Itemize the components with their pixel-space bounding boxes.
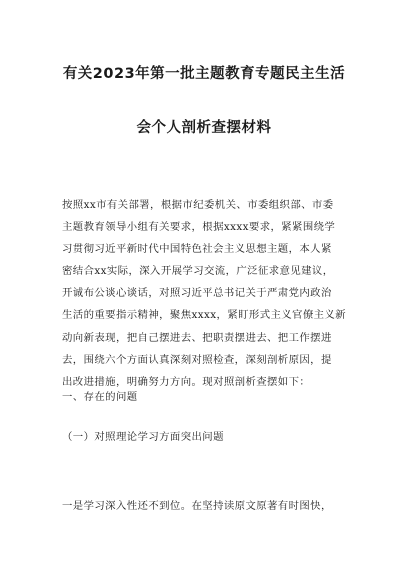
paragraph-line: 去，围绕六个方面认真深刻对照检查，深刻剖析原因，提 [62, 353, 332, 366]
paragraph-line: 生活的重要指示精神，聚焦xxxx，紧盯形式主义官僚主义新 [62, 309, 347, 322]
section-heading-issues: 一、存在的问题 [62, 391, 138, 403]
document-title-line-1: 有关2023年第一批主题教育专题民主生活 [62, 66, 346, 82]
document-title-line-2: 会个人剖析查摆材料 [136, 120, 272, 136]
intro-paragraph [62, 194, 349, 393]
paragraph-line: 动向新表现，把自己摆进去、把职责摆进去、把工作摆进 [62, 331, 332, 344]
paragraph-line: 习贯彻习近平新时代中国特色社会主义思想主题，本人紧 [62, 243, 332, 256]
paragraph-line: 开诚布公谈心谈话，对照习近平总书记关于严肃党内政治 [62, 287, 332, 300]
paragraph-line: 出改进措施，明确努力方向。现对照剖析查摆如下： [62, 375, 311, 388]
paragraph-line: 主题教育领导小组有关要求，根据xxxx要求，紧紧围绕学 [62, 221, 336, 234]
body-paragraph-point-one: 一是学习深入性还不到位。在坚持读原文原著有时图快， [62, 500, 332, 512]
subsection-heading-theory-study: （一）对照理论学习方面突出问题 [62, 431, 224, 443]
paragraph-line: 密结合xx实际，深入开展学习交流，广泛征求意见建议， [62, 265, 334, 278]
paragraph-line: 按照xx市有关部署，根据市纪委机关、市委组织部、市委 [62, 199, 334, 211]
